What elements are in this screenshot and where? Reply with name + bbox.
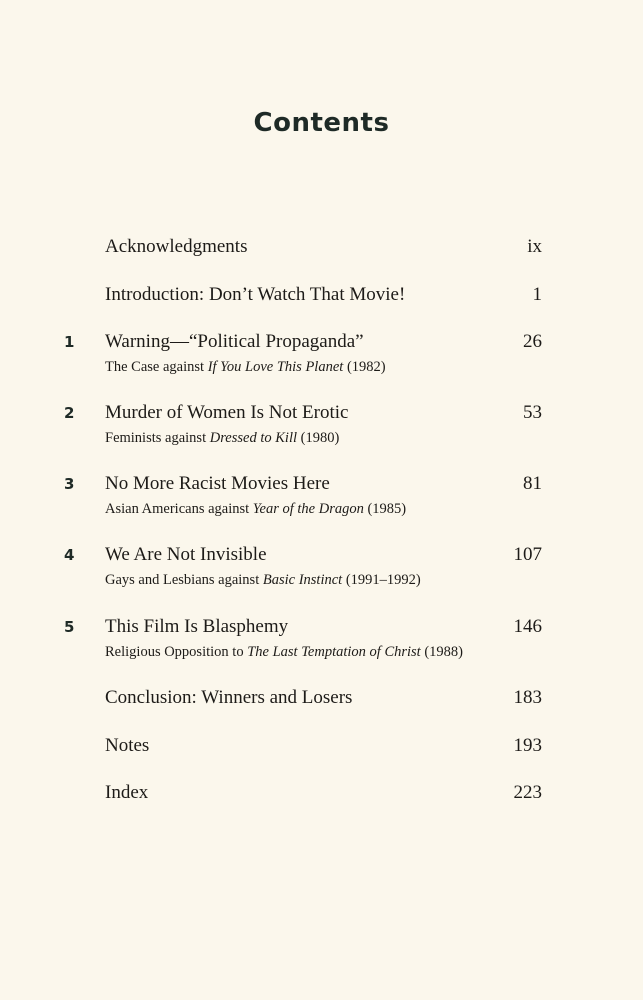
film-title: Year of the Dragon	[252, 501, 364, 517]
film-title: Dressed to Kill	[209, 430, 298, 446]
entry-title: No More Racist Movies Here	[105, 473, 330, 494]
entry-page: 183	[513, 687, 542, 708]
entry-subtitle: Asian Americans against Year of the Dragon (1985)	[105, 501, 407, 517]
film-title: Basic Instinct	[262, 572, 343, 588]
entry-subtitle: Feminists against Dressed to Kill (1980)	[105, 430, 340, 446]
entry-page: 146	[513, 616, 542, 637]
entry-subtitle: Religious Opposition to The Last Temptation of Christ (1988)	[105, 644, 464, 660]
chapter-number: 4	[64, 546, 75, 564]
entry-page: 1	[532, 284, 542, 305]
entry-title: Acknowledgments	[105, 236, 248, 257]
entry-page: 53	[523, 402, 542, 423]
entry-title: Index	[105, 782, 149, 803]
entry-title: Murder of Women Is Not Erotic	[105, 402, 349, 423]
entry-page: ix	[527, 236, 542, 257]
chapter-number: 2	[64, 404, 75, 422]
entry-page: 223	[513, 782, 542, 803]
entry-subtitle: The Case against If You Love This Planet (1982)	[105, 359, 386, 375]
entry-title: Introduction: Don’t Watch That Movie!	[105, 284, 406, 305]
entry-title: Notes	[105, 735, 150, 756]
entry-page: 81	[523, 473, 542, 494]
chapter-number: 3	[64, 475, 75, 493]
entry-title: We Are Not Invisible	[105, 544, 267, 565]
chapter-number: 5	[64, 618, 75, 636]
entry-page: 26	[523, 331, 542, 352]
entry-page: 107	[513, 544, 542, 565]
entry-title: Conclusion: Winners and Losers	[105, 687, 353, 708]
entry-title: Warning—“Political Propaganda”	[105, 331, 364, 352]
film-title: The Last Temptation of Christ	[247, 644, 421, 660]
film-title: If You Love This Planet	[207, 359, 344, 375]
entry-title: This Film Is Blasphemy	[105, 616, 289, 637]
chapter-number: 1	[64, 333, 75, 351]
entry-subtitle: Gays and Lesbians against Basic Instinct (1991–1992)	[105, 572, 421, 588]
entry-page: 193	[513, 735, 542, 756]
page-title: Contents	[253, 108, 390, 138]
